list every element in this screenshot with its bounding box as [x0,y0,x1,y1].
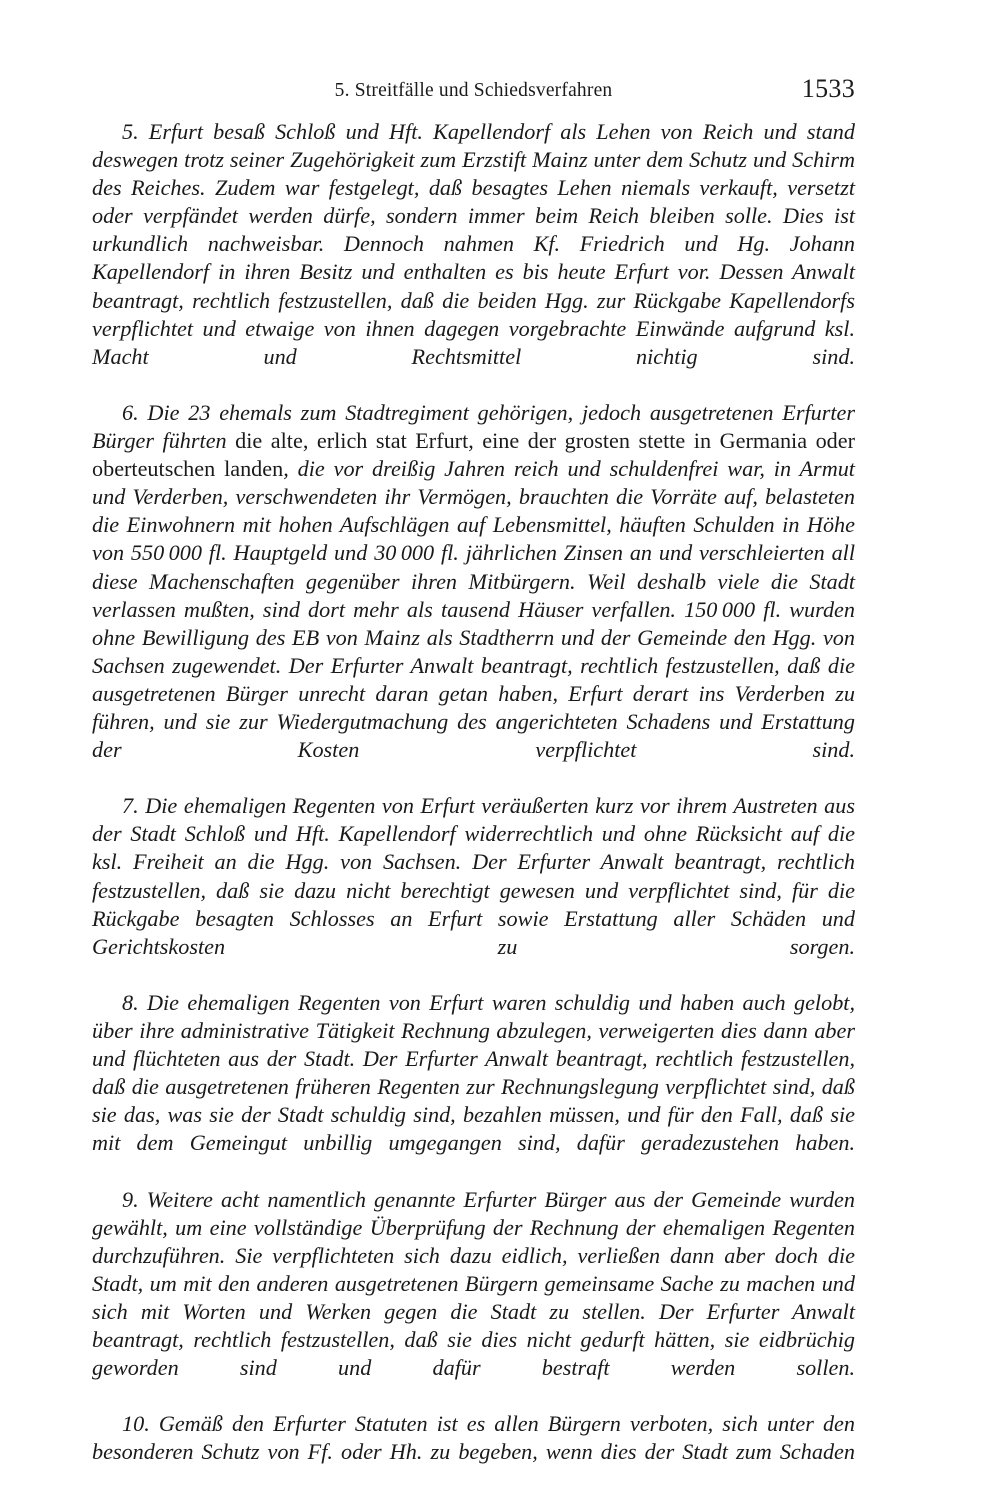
paragraph-run: , die vor dreißig Jahren reich und schuldenfrei war, in Armut und Verderben, verschwendeten ihr Vermögen, brauchten die Vorräte auf, belasteten die Einwohnern mit hohen Aufschlägen auf Lebensmittel, häuften Schulden in Höhe von 550 000 fl. Hauptgeld und 30 000 fl. jährlichen Zinsen an und verschleierten all diese Machenschaften gegenüber ihren Mitbürgern. Weil deshalb viele die Stadt verlassen mußten, sind dort mehr als tausend Häuser verfallen. 150 000 fl. wurden ohne Bewilligung des EB von Mainz als Stadtherrn und der Gemeinde den Hgg. von Sachsen zugewendet. Der Erfurter Anwalt beantragt, rechtlich festzustellen, daß die ausgetretenen Bürger unrecht daran getan haben, Erfurt derart ins Verderben zu führen, und sie zur Wiedergutmachung des angerichteten Schadens und Erstattung der Kosten verpflichtet sind. [92,456,855,763]
paragraph-run: 10. Gemäß den Erfurter Statuten ist es allen Bürgern verboten, sich unter den besonderen Schutz von Ff. oder Hh. zu begeben, wenn dies der Stadt zum Schaden [92,1411,855,1465]
paragraph-run: 8. Die ehemaligen Regenten von Erfurt waren schuldig und haben auch gelobt, über ihre administrative Tätigkeit Rechnung abzulegen, verweigerten dies dann aber und flüchteten aus der Stadt. Der Erfurter Anwalt beantragt, rechtlich festzustellen, daß die ausgetretenen früheren Regenten zur Rechnungslegung verpflichtet sind, daß sie das, was sie der Stadt schuldig sind, bezahlen müssen, und für den Fall, daß sie mit dem Gemeingut unbillig umgegangen sind, dafür geradezustehen haben. [92,989,855,1156]
paragraph-run: 9. Weitere acht namentlich genannte Erfurter Bürger aus der Gemeinde wurden gewählt, um eine vollständige Überprüfung der Rechnung der ehemaligen Regenten durchzuführen. Sie verpflichteten sich dazu eidlich, verließen dann aber doch die Stadt, um mit den anderen ausgetretenen Bürgern gemeinsame Sache zu machen und sich mit Worten und Werken gegen die Stadt zu stellen. Der Erfurter Anwalt beantragt, rechtlich festzustellen, daß sie dies nicht gedurft hätten, sie eidbrüchig geworden sind und dafür bestraft werden sollen. [92,1186,855,1381]
body-paragraph [92,1186,855,1411]
body-text-block [92,118,855,1495]
page-number: 1533 [801,74,855,103]
running-head-title: 5. Streitfälle und Schiedsverfahren [334,80,613,101]
body-paragraph [92,118,855,399]
body-paragraph [92,989,855,1186]
paragraph-run: 5. Erfurt besaß Schloß und Hft. Kapellendorf als Lehen von Reich und stand deswegen trotz seiner Zugehörigkeit zum Erzstift Mainz unter dem Schutz und Schirm des Reiches. Zudem war festgelegt, daß besagtes Lehen niemals verkauft, versetzt oder verpfändet werden dürfe, sondern immer beim Reich bleiben solle. Dies ist urkundlich nachweisbar. Dennoch nahmen Kf. Friedrich und Hg. Johann Kapellendorf in ihren Besitz und enthalten es bis heute Erfurt vor. Dessen Anwalt beantragt, rechtlich festzustellen, daß die beiden Hgg. zur Rückgabe Kapellendorfs verpflichtet und etwaige von ihnen dagegen vorgebrachte Einwände aufgrund ksl. Macht und Rechtsmittel nichtig sind. [92,119,855,369]
paragraph-run: 6. Die 23 ehemals zum Stadtregiment gehörigen, jedoch ausgetretenen Erfurter Bürger führten [92,399,855,454]
quoted-source-run: die alte, erlich stat Erfurt, eine der grosten stette in Germania oder oberteutschen landen [92,428,855,482]
running-head [92,74,855,106]
paragraph-run: 7. Die ehemaligen Regenten von Erfurt veräußerten kurz vor ihrem Austreten aus der Stadt Schloß und Hft. Kapellendorf widerrechtlich und ohne Rücksicht auf die ksl. Freiheit an die Hgg. von Sachsen. Der Erfurter Anwalt beantragt, rechtlich festzustellen, daß sie dazu nicht berechtigt gewesen und verpflichtet sind, für die Rückgabe besagten Schlosses an Erfurt sowie Erstattung aller Schäden und Gerichtskosten zu sorgen. [92,793,855,959]
body-paragraph [92,1410,855,1494]
body-paragraph [92,792,855,989]
body-paragraph [92,399,855,792]
